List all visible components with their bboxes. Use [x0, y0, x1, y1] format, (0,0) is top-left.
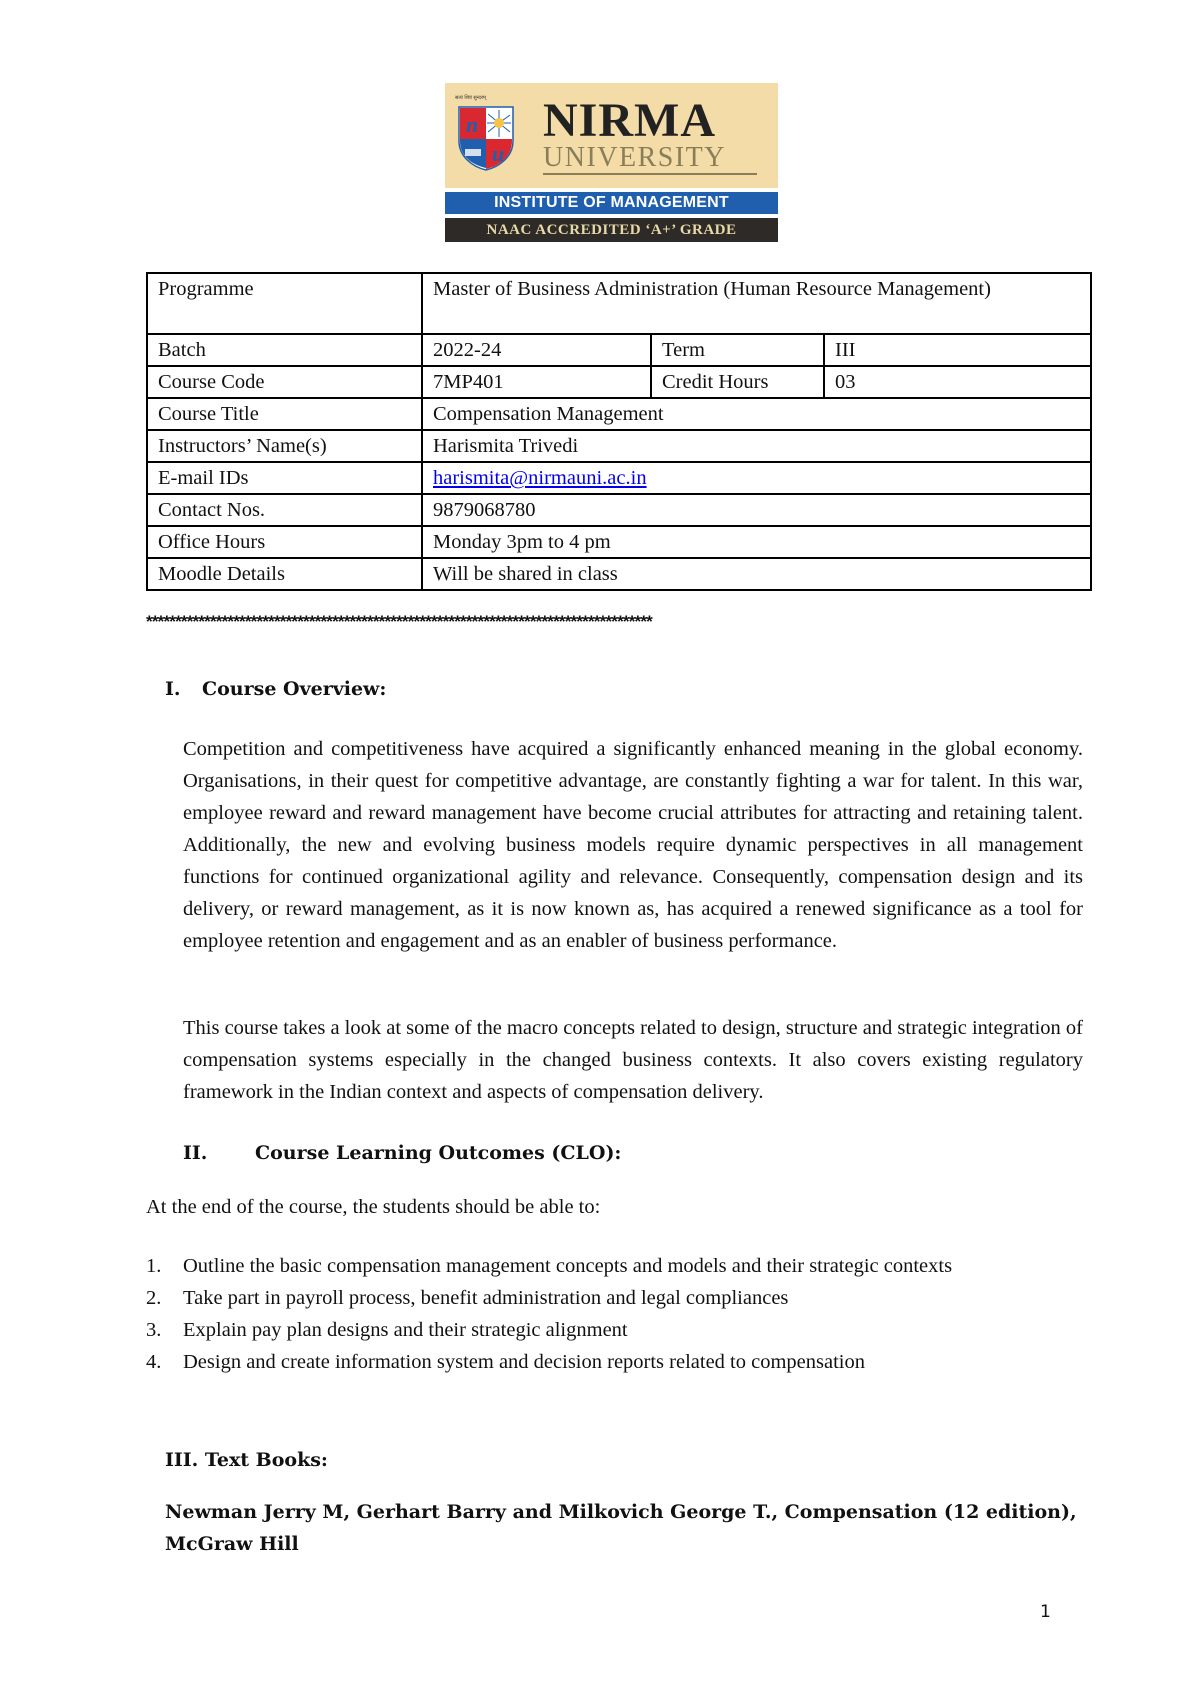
textbook-reference: Newman Jerry M, Gerhart Barry and Milkovich George T., Compensation (12 edition), McGraw Hill: [165, 1501, 1077, 1555]
list-item: [146, 1314, 1046, 1346]
section-3-title: III. Text Books:: [165, 1449, 328, 1471]
logo-name: NIRMA: [543, 94, 716, 147]
course-code-value: 7MP401: [422, 366, 651, 398]
email-label: E-mail IDs: [147, 462, 422, 494]
logo-accreditation-band: NAAC ACCREDITED ‘A+’ GRADE: [445, 218, 778, 242]
list-text: Outline the basic compensation management concepts and models and their strategic contexts: [183, 1255, 953, 1277]
logo-top-panel: [445, 83, 778, 188]
table-row: [147, 558, 1091, 590]
overview-paragraph-2: This course takes a look at some of the macro concepts related to design, structure and strategic integration of compensation systems especially in the changed business contexts. It also covers existing regulatory framework in the Indian context and aspects of compensation delivery.: [183, 1017, 1083, 1103]
instructors-value: Harismita Trivedi: [422, 430, 1091, 462]
logo-motto: सत्यं शिवं सुन्दरम्: [455, 95, 486, 101]
list-number: 2.: [146, 1287, 162, 1309]
list-text: Design and create information system and decision reports related to compensation: [183, 1351, 865, 1373]
table-row: [147, 494, 1091, 526]
course-info-table: [146, 272, 1092, 591]
logo-rule: [543, 173, 757, 175]
list-item: [146, 1346, 1046, 1378]
credit-hours-label: Credit Hours: [651, 366, 824, 398]
table-row: [147, 462, 1091, 494]
shield-emblem-icon: [457, 105, 515, 171]
list-text: Explain pay plan designs and their strategic alignment: [183, 1319, 628, 1341]
moodle-label: Moodle Details: [147, 558, 422, 590]
section-1-number: I.: [165, 678, 181, 700]
credit-hours-value: 03: [824, 366, 1091, 398]
office-hours-value: Monday 3pm to 4 pm: [422, 526, 1091, 558]
logo-subtitle: UNIVERSITY: [543, 142, 726, 173]
overview-paragraph-1: Competition and competitiveness have acquired a significantly enhanced meaning in the global economy. Organisations, in their quest for competitive advantage, are constantly fighting a war for talent. In this war, employee reward and reward management have become crucial attributes for attracting and retaining talent. Additionally, the new and evolving business models require dynamic perspectives in all management functions for continued organizational agility and relevance. Consequently, compensation design and its delivery, or reward management, as it is now known as, has acquired a renewed significance as a tool for employee retention and engagement and as an enabler of business performance.: [183, 738, 1083, 952]
list-number: 3.: [146, 1319, 162, 1341]
email-cell: [422, 462, 1091, 494]
instructors-label: Instructors’ Name(s): [147, 430, 422, 462]
batch-label: Batch: [147, 334, 422, 366]
page-number: 1: [1040, 1602, 1051, 1622]
svg-text:n: n: [466, 112, 479, 137]
list-item: [146, 1282, 1046, 1314]
table-row: [147, 366, 1091, 398]
list-number: 4.: [146, 1351, 162, 1373]
asterisk-separator: ***************************************************************************************: [146, 612, 652, 631]
svg-text:u: u: [492, 141, 505, 166]
email-link[interactable]: harismita@nirmauni.ac.in: [433, 467, 647, 489]
moodle-value: Will be shared in class: [422, 558, 1091, 590]
table-row: [147, 526, 1091, 558]
contact-value: 9879068780: [422, 494, 1091, 526]
course-title-value: Compensation Management: [422, 398, 1091, 430]
section-1-title: Course Overview:: [202, 678, 387, 700]
list-text: Take part in payroll process, benefit administration and legal compliances: [183, 1287, 789, 1309]
course-code-label: Course Code: [147, 366, 422, 398]
term-value: III: [824, 334, 1091, 366]
course-title-label: Course Title: [147, 398, 422, 430]
section-2-title: Course Learning Outcomes (CLO):: [255, 1142, 622, 1164]
programme-label: Programme: [147, 273, 422, 334]
list-item: [146, 1250, 1046, 1282]
clo-intro: At the end of the course, the students should be able to:: [146, 1196, 601, 1218]
programme-value: Master of Business Administration (Human Resource Management): [422, 273, 1091, 334]
contact-label: Contact Nos.: [147, 494, 422, 526]
clo-list: [146, 1250, 1046, 1378]
list-number: 1.: [146, 1255, 162, 1277]
office-hours-label: Office Hours: [147, 526, 422, 558]
logo-institute-band: INSTITUTE OF MANAGEMENT: [445, 192, 778, 214]
term-label: Term: [651, 334, 824, 366]
university-logo: [445, 83, 778, 243]
table-row: [147, 430, 1091, 462]
table-row: [147, 334, 1091, 366]
batch-value: 2022-24: [422, 334, 651, 366]
table-row: [147, 398, 1091, 430]
section-2-number: II.: [183, 1142, 208, 1164]
table-row: [147, 273, 1091, 334]
